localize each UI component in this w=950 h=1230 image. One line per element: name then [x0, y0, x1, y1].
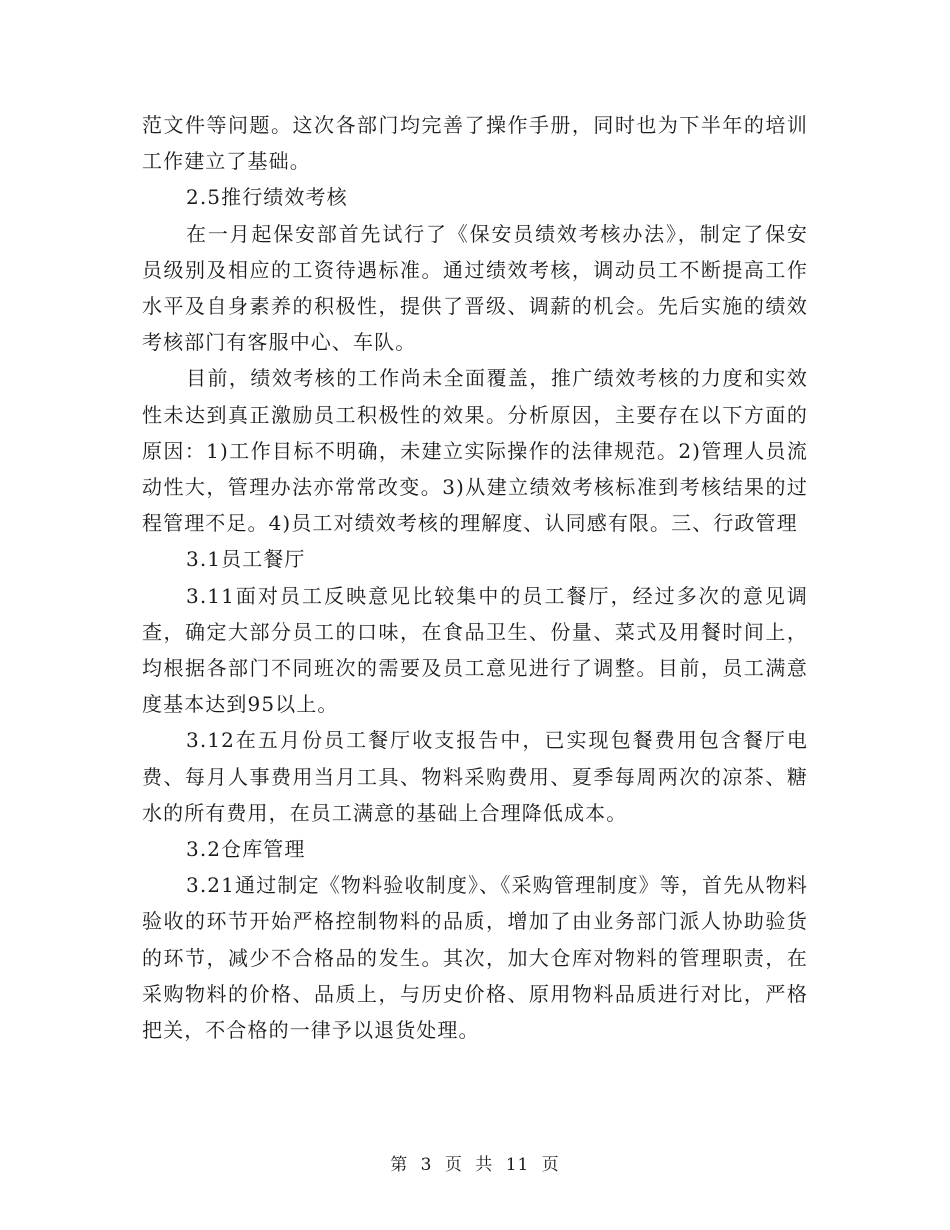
- document-body: [142, 107, 808, 1048]
- paragraph-performance-trial: 在一月起保安部首先试行了《保安员绩效考核办法》，制定了保安员级别及相应的工资待遇标准。通过绩效考核，调动员工不断提高工作水平及自身素养的积极性，提供了晋级、调薪的机会。先后实施的绩效考核部门有客服中心、车队。: [142, 221, 808, 355]
- paragraph-performance-issues: 目前，绩效考核的工作尚未全面覆盖，推广绩效考核的力度和实效性未达到真正激励员工积极性的效果。分析原因，主要存在以下方面的原因：1)工作目标不明确，未建立实际操作的法律规范。2)管理人员流动性大，管理办法亦常常改变。3)从建立绩效考核标准到考核结果的过程管理不足。4)员工对绩效考核的理解度、认同感有限。三、行政管理: [142, 366, 808, 536]
- paragraph-warehouse-control: 3.21通过制定《物料验收制度》、《采购管理制度》等，首先从物料验收的环节开始严格控制物料的品质，增加了由业务部门派人协助验货的环节，减少不合格品的发生。其次，加大仓库对物料的管理职责，在采购物料的价格、品质上，与历史价格、原用物料品质进行对比，严格把关，不合格的一律予以退货处理。: [142, 873, 808, 1043]
- paragraph-canteen-cost: 3.12在五月份员工餐厅收支报告中，已实现包餐费用包含餐厅电费、每月人事费用当月工具、物料采购费用、夏季每周两次的凉茶、糖水的所有费用，在员工满意的基础上合理降低成本。: [142, 728, 808, 825]
- section-heading-3-1: 3.1员工餐厅: [186, 547, 306, 572]
- paragraph-canteen-survey: 3.11面对员工反映意见比较集中的员工餐厅，经过多次的意见调查，确定大部分员工的口味，在食品卫生、份量、菜式及用餐时间上，均根据各部门不同班次的需要及员工意见进行了调整。目前，员工满意度基本达到95以上。: [142, 583, 808, 717]
- section-heading-2-5: 2.5推行绩效考核: [186, 185, 348, 210]
- page-number-footer: 第 3 页 共 11 页: [390, 1155, 560, 1175]
- section-heading-3-2: 3.2仓库管理: [186, 837, 306, 862]
- paragraph-continuation: 范文件等问题。这次各部门均完善了操作手册，同时也为下半年的培训工作建立了基础。: [142, 113, 808, 174]
